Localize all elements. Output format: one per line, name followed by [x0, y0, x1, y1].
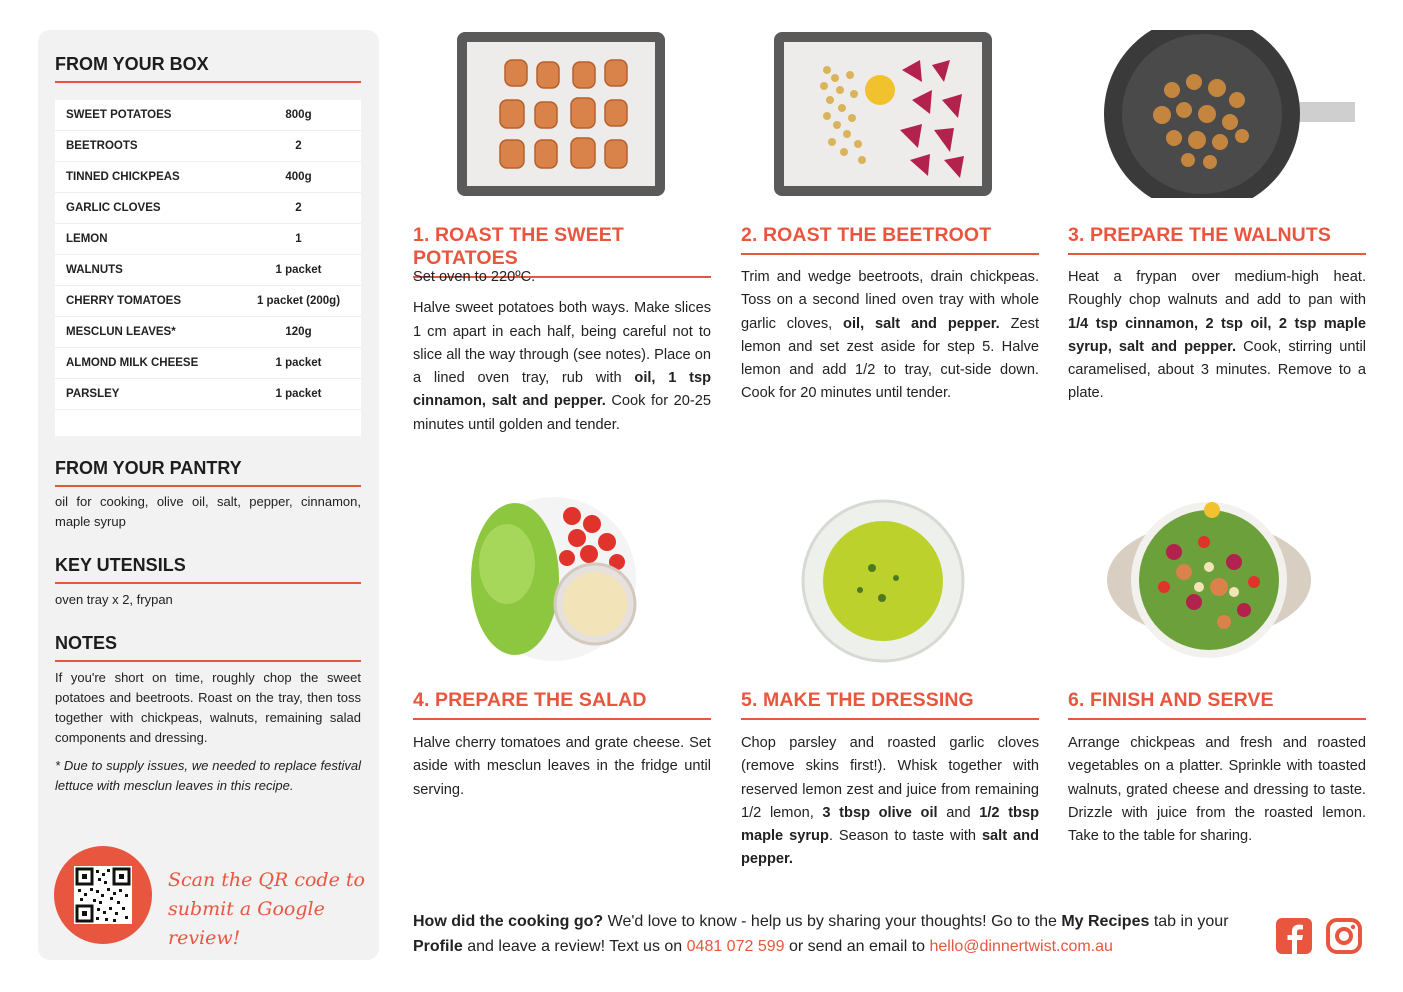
step-1-text: Halve sweet potatoes both ways. Make slices 1 cm apart in each half, being careful not to slice all the way through (see notes). Place on a lined oven tray, rub with [413, 300, 711, 387]
ingredient-qty: 1 packet [275, 388, 322, 400]
key-utensils-heading: KEY UTENSILS [55, 555, 361, 584]
ingredient-row [55, 286, 361, 317]
qr-review-prompt [168, 866, 368, 953]
ingredients-sidebar [38, 30, 379, 960]
instagram-icon[interactable] [1325, 917, 1363, 955]
step-3-bold: 1/4 tsp cinnamon, 2 tsp oil, 2 tsp maple syrup, salt and pepper. [1068, 315, 1366, 355]
salad-components-image [467, 494, 642, 669]
ingredient-name: CHERRY TOMATOES [66, 295, 182, 307]
ingredient-qty: 400g [285, 171, 312, 183]
email-link[interactable]: hello@dinnertwist.com.au [929, 938, 1113, 955]
facebook-icon[interactable] [1275, 917, 1313, 955]
profile-label: Profile [413, 938, 463, 955]
feedback-footer [413, 909, 1263, 959]
step-3-text-end: Cook, stirring until caramelised, about 3 minutes. Remove to a plate. [1068, 338, 1366, 402]
step-4-body [413, 732, 711, 810]
step-5-bold-syrup: 1/2 tbsp maple syrup [741, 804, 1039, 845]
step-5-text-season: . Season to taste with [828, 828, 982, 845]
step-6-title: 6. FINISH AND SERVE [1068, 689, 1366, 720]
ingredient-row [55, 317, 361, 348]
step-5-bold-salt: salt and pepper. [741, 828, 1039, 868]
ingredient-row [55, 131, 361, 162]
dressing-bowl-image [800, 498, 966, 669]
step-3-title: 3. PREPARE THE WALNUTS [1068, 224, 1366, 255]
ingredient-row [55, 379, 361, 410]
ingredient-qty: 2 [295, 202, 302, 214]
step-5-text: Chop parsley and roasted garlic cloves (remove skins first!). Whisk together with reserved lemon zest and juice from remaining 1/2 lemon, [741, 735, 1039, 821]
ingredient-name: SWEET POTATOES [66, 109, 172, 121]
ingredient-name: TINNED CHICKPEAS [66, 171, 180, 183]
phone-link[interactable]: 0481 072 599 [686, 938, 785, 955]
footer-text-1: We'd love to know - help us by sharing your thoughts! Go to the [603, 913, 1062, 930]
step-2-title: 2. ROAST THE BEETROOT [741, 224, 1039, 255]
my-recipes-label: My Recipes [1061, 913, 1150, 930]
footer-question: How did the cooking go? [413, 913, 604, 930]
from-your-pantry-heading: FROM YOUR PANTRY [55, 458, 361, 487]
ingredient-row [55, 162, 361, 193]
ingredient-row [55, 193, 361, 224]
qr-line-1: Scan the QR code to [168, 869, 365, 891]
step-5-para [741, 732, 1039, 872]
notes-heading: NOTES [55, 633, 361, 662]
ingredient-name: BEETROOTS [66, 140, 138, 152]
ingredient-row [55, 100, 361, 131]
step-4-para: Halve cherry tomatoes and grate cheese. Set aside with mesclun leaves in the fridge until serving. [413, 735, 711, 798]
step-5-title: 5. MAKE THE DRESSING [741, 689, 1039, 720]
step-5-body [741, 732, 1039, 880]
walnuts-frypan-image [1102, 30, 1357, 203]
ingredient-name: MESCLUN LEAVES* [66, 326, 176, 338]
ingredient-name: GARLIC CLOVES [66, 202, 161, 214]
ingredient-name: LEMON [66, 233, 108, 245]
ingredient-qty: 1 [295, 233, 302, 245]
step-1-body [413, 266, 711, 445]
ingredient-qty: 800g [285, 109, 312, 121]
ingredient-name: ALMOND MILK CHEESE [66, 357, 199, 369]
step-5-text-and: and [937, 804, 980, 821]
notes-footnote: * Due to supply issues, we needed to replace festival lettuce with mesclun leaves in this recipe. [55, 758, 361, 793]
ingredient-qty: 1 packet [275, 357, 322, 369]
step-2-text: Trim and wedge beetroots, drain chickpeas. Toss on a second lined oven tray with whole garlic cloves, [741, 269, 1039, 332]
sweet-potatoes-tray-image [455, 30, 667, 203]
footer-text-4: or send an email to [784, 938, 930, 955]
step-1-para-2 [413, 297, 711, 437]
notes-text: If you're short on time, roughly chop the sweet potatoes and beetroots. Roast on the tray, then toss together with chickpeas, walnuts, remaining salad components and dressing. [55, 670, 361, 745]
finished-salad-platter-image [1104, 492, 1314, 667]
step-4-title: 4. PREPARE THE SALAD [413, 689, 711, 720]
ingredient-qty: 1 packet (200g) [256, 295, 341, 307]
step-2-para [741, 266, 1039, 406]
step-1-text-end: Cook for 20-25 minutes until golden and tender. [413, 393, 712, 433]
step-5-bold-oil: 3 tbsp olive oil [822, 804, 938, 821]
step-1-para-1: Set oven to 220ºC. [413, 269, 536, 285]
pantry-text: oil for cooking, olive oil, salt, pepper, cinnamon, maple syrup [55, 494, 361, 529]
footer-text-2: tab in your [1149, 913, 1229, 930]
ingredient-name: WALNUTS [66, 264, 123, 276]
step-2-bold: oil, salt and pepper. [843, 315, 1000, 332]
from-your-box-heading: FROM YOUR BOX [55, 54, 361, 83]
ingredients-table [55, 100, 361, 436]
step-3-body [1068, 266, 1366, 414]
ingredient-name: PARSLEY [66, 388, 120, 400]
qr-code-badge[interactable] [54, 846, 152, 944]
qr-code-icon [74, 866, 132, 924]
ingredient-row [55, 348, 361, 379]
step-6-body [1068, 732, 1366, 856]
step-3-para [1068, 266, 1366, 406]
step-2-text-end: Zest lemon and set zest aside for step 5. Halve lemon and add 1/2 to tray, cut-side down. Cook for 20 minutes until tender. [741, 315, 1040, 402]
step-2-body [741, 266, 1039, 414]
step-3-text: Heat a frypan over medium-high heat. Roughly chop walnuts and add to pan with [1068, 269, 1366, 309]
ingredient-qty: 1 packet [275, 264, 322, 276]
ingredient-row [55, 255, 361, 286]
step-6-para: Arrange chickpeas and fresh and roasted vegetables on a platter. Sprinkle with toasted walnuts, grated cheese and dressing to taste. Drizzle with juice from the roasted lemon. Take to the table for sharing. [1068, 735, 1366, 845]
step-1-bold: oil, 1 tsp cinnamon, salt and pepper. [413, 370, 711, 410]
footer-text-3: and leave a review! Text us on [462, 938, 687, 955]
qr-line-2: submit a Google review! [168, 898, 325, 949]
ingredient-row [55, 224, 361, 255]
beetroot-chickpeas-tray-image [772, 30, 994, 203]
utensils-text: oven tray x 2, frypan [55, 592, 173, 607]
step-1-title: 1. ROAST THE SWEET POTATOES [413, 224, 711, 278]
ingredient-qty: 2 [295, 140, 302, 152]
ingredient-qty: 120g [285, 326, 312, 338]
